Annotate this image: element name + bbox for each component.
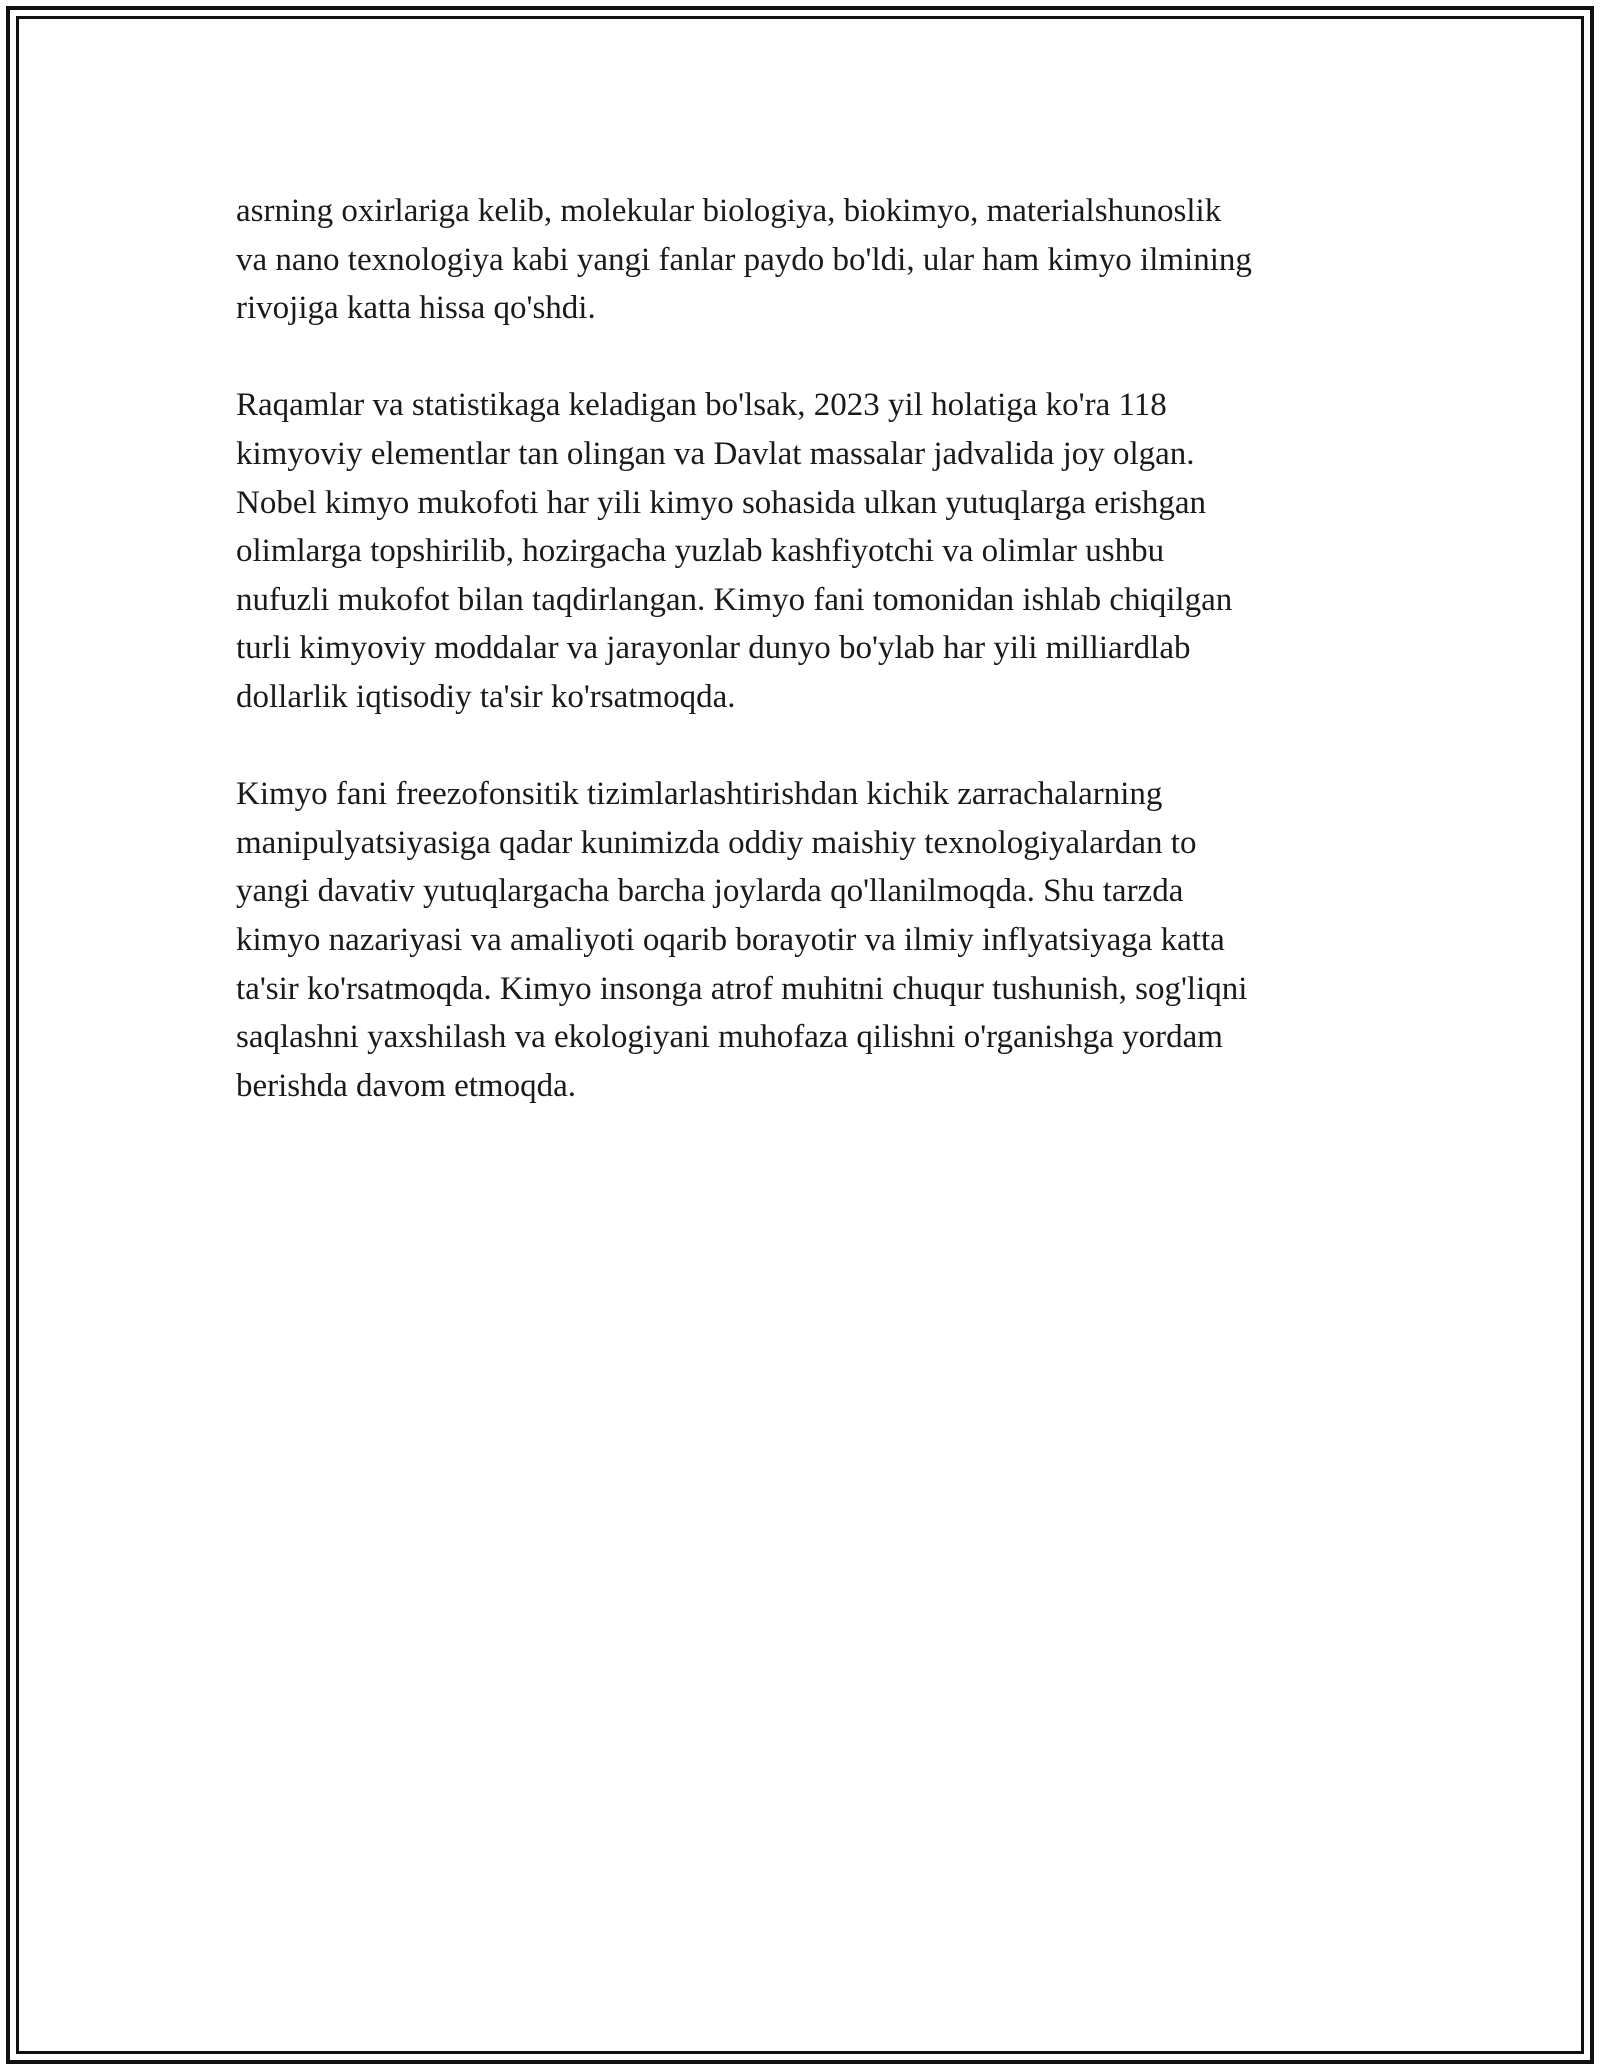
text-line: rivojiga katta hissa qo'shdi.: [236, 290, 596, 327]
paragraph: [236, 187, 1416, 333]
paragraph: [236, 770, 1416, 1110]
text-line: olimlarga topshirilib, hozirgacha yuzlab kashfiyotchi va olimlar ushbu: [236, 533, 1165, 570]
document-body: [236, 187, 1416, 1110]
text-line: nufuzli mukofot bilan taqdirlangan. Kimyo fani tomonidan ishlab chiqilgan: [236, 581, 1233, 618]
text-line: turli kimyoviy moddalar va jarayonlar dunyo bo'ylab har yili milliardlab: [236, 630, 1191, 667]
text-line: kimyo nazariyasi va amaliyoti oqarib borayotir va ilmiy inflyatsiyaga katta: [236, 921, 1225, 958]
text-line: Kimyo fani freezofonsitik tizimlarlashtirishdan kichik zarrachalarning: [236, 776, 1163, 813]
text-line: kimyoviy elementlar tan olingan va Davlat massalar jadvalida joy olgan.: [236, 435, 1195, 472]
paragraph-spacer: [236, 333, 1416, 382]
text-line: yangi davativ yutuqlargacha barcha joylarda qo'llanilmoqda. Shu tarzda: [236, 873, 1184, 910]
text-line: berishda davom etmoqda.: [236, 1067, 576, 1104]
text-line: Nobel kimyo mukofoti har yili kimyo sohasida ulkan yutuqlarga erishgan: [236, 484, 1206, 521]
text-line: saqlashni yaxshilash va ekologiyani muhofaza qilishni o'rganishga yordam: [236, 1019, 1223, 1056]
text-line: dollarlik iqtisodiy ta'sir ko'rsatmoqda.: [236, 678, 736, 715]
text-line: ta'sir ko'rsatmoqda. Kimyo insonga atrof muhitni chuqur tushunish, sog'liqni: [236, 970, 1248, 1007]
paragraph: [236, 381, 1416, 721]
text-line: manipulyatsiyasiga qadar kunimizda oddiy maishiy texnologiyalardan to: [236, 824, 1197, 861]
paragraph-spacer: [236, 722, 1416, 771]
text-line: va nano texnologiya kabi yangi fanlar paydo bo'ldi, ular ham kimyo ilmining: [236, 241, 1252, 278]
text-line: asrning oxirlariga kelib, molekular biologiya, biokimyo, materialshunoslik: [236, 193, 1222, 229]
text-line: Raqamlar va statistikaga keladigan bo'lsak, 2023 yil holatiga ko'ra 118: [236, 387, 1167, 424]
